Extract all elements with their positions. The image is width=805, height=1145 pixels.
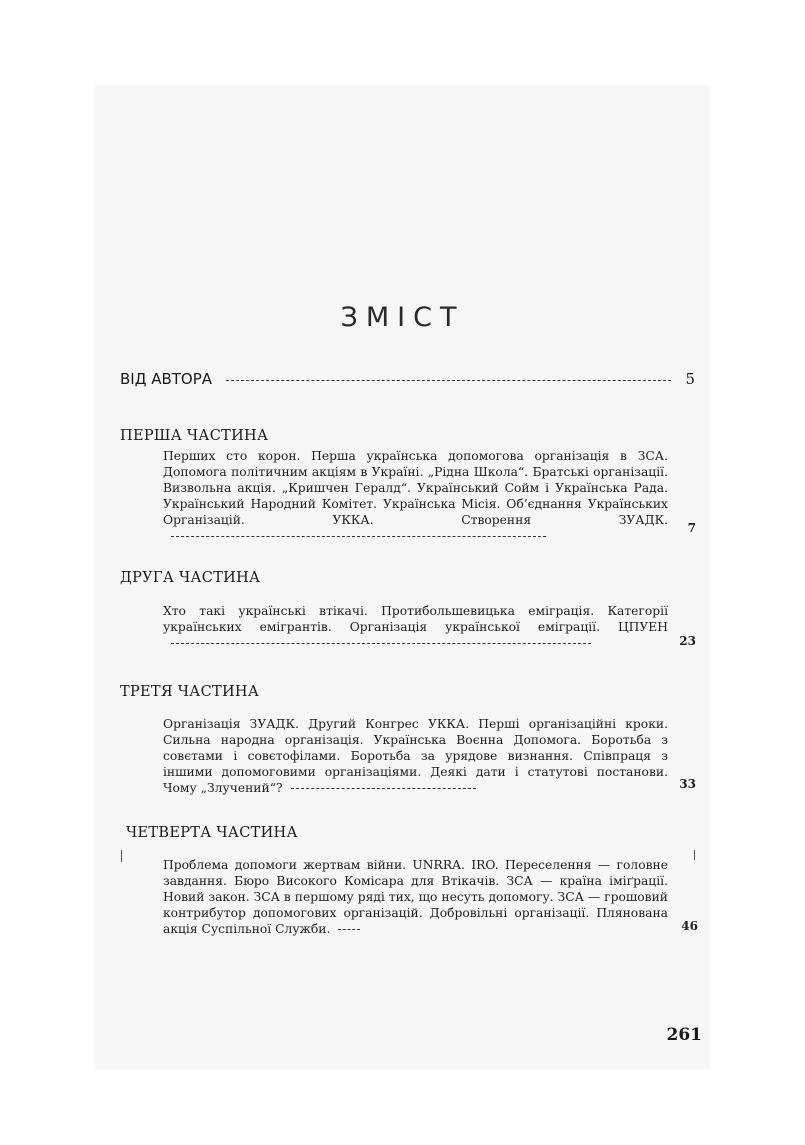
part-summary-1[interactable] (163, 448, 668, 544)
toc-entry-author[interactable] (120, 370, 695, 388)
margin-mark (694, 850, 695, 860)
part-heading-2: ДРУГА ЧАСТИНА (120, 570, 261, 586)
dotted-leader (171, 643, 591, 644)
part-heading-4: ЧЕТВЕРТА ЧАСТИНА (126, 825, 298, 841)
page-title: ЗМІСТ (340, 302, 465, 333)
dotted-leader (171, 536, 546, 537)
dotted-leader (226, 380, 671, 381)
toc-entry-page: 5 (685, 370, 695, 388)
part-summary-2[interactable] (163, 603, 668, 651)
part-summary-text: Хто такі українські втікачі. Протибольшевицька еміграція. Категорії українських емігрантів. Організація української еміграції. ЦПУЕН (163, 604, 668, 634)
part-page-2: 23 (679, 634, 696, 648)
toc-entry-label: ВІД АВТОРА (120, 370, 213, 388)
part-summary-3[interactable] (163, 716, 668, 796)
part-page-3: 33 (679, 777, 696, 791)
part-summary-text: Проблема допомоги жертвам війни. UNRRA. IRO. Переселення — головне завдання. Бюро Високого Комісара для Втікачів. ЗСА — країна іміґрації. Новий закон. ЗСА в першому ряді тих, що несуть допомогу. ЗСА — грошовий контрибутор допомогових організацій. Добровільні організації. Плянована акція Суспільної Служби. (163, 858, 668, 936)
part-summary-text: Організація ЗУАДК. Другий Конгрес УККА. Перші організаційні кроки. Сильна народна організація. Українська Воєнна Допомога. Боротьба з совєтами і совєтофілами. Боротьба за урядове визнання. Співпраця з іншими допомоговими організаціями. Деякі дати і статутові постанови. Чому „Злучений“? (163, 717, 668, 795)
part-page-4: 46 (681, 919, 698, 933)
dotted-leader (338, 929, 360, 930)
part-heading-1: ПЕРША ЧАСТИНА (120, 428, 269, 444)
part-summary-text: Перших сто корон. Перша українська допомогова організація в ЗСА. Допомога політичним акціям в Україні. „Рідна Школа“. Братські організації. Визвольна акція. „Кришчен Гералд“. Український Сойм і Українська Рада. Український Народний Комітет. Українська Місія. Об’єднання Українських Організацій. УККА. Створення ЗУАДК. (163, 449, 668, 527)
part-heading-3: ТРЕТЯ ЧАСТИНА (120, 684, 260, 700)
margin-mark (121, 850, 122, 862)
part-summary-4[interactable] (163, 857, 668, 937)
dotted-leader (291, 788, 476, 789)
part-page-1: 7 (687, 521, 696, 535)
page-number: 261 (666, 1025, 702, 1045)
